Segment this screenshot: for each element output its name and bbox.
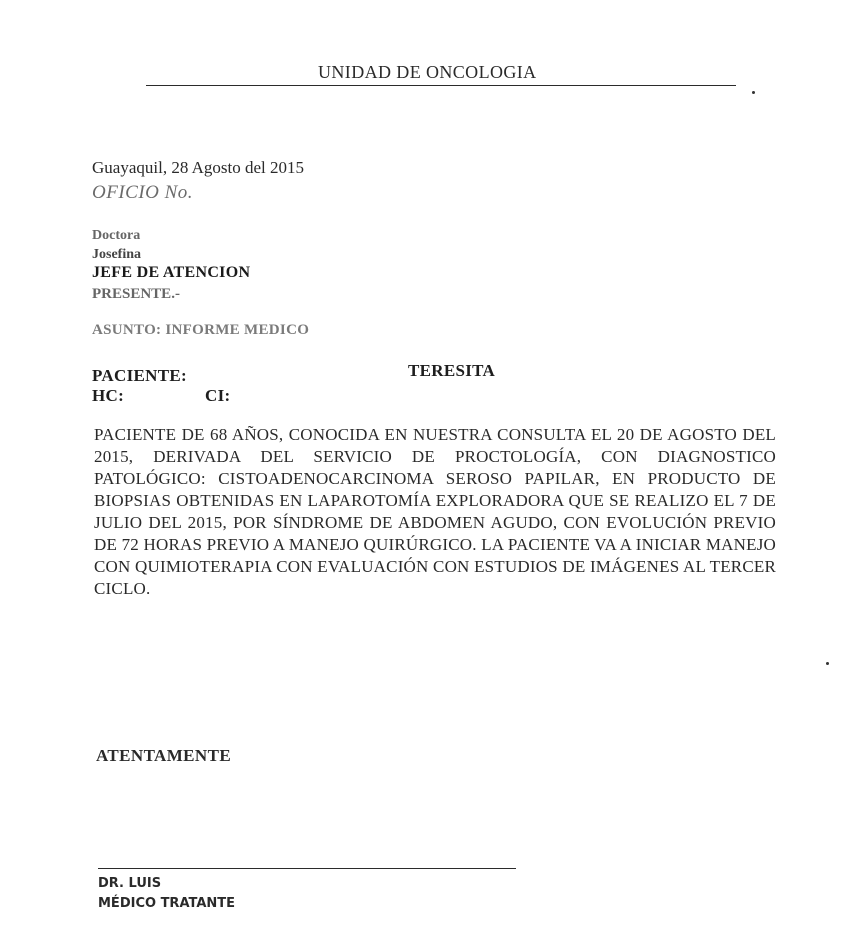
report-body: PACIENTE DE 68 AÑOS, CONOCIDA EN NUESTRA CONSULTA EL 20 DE AGOSTO DEL 2015, DERIVADA DEL SERVICIO DE PROCTOLOGÍA, CON DIAGNOSTICO PATOLÓGICO: CISTOADENOCARCINOMA SEROSO PAPILAR, EN PRODUCTO DE BIOPSIAS OBTENIDAS EN LAPAROTOMÍA EXPLORADORA QUE SE REALIZO EL 7 DE JULIO DEL 2015, POR SÍNDROME DE ABDOMEN AGUDO, CON EVOLUCIÓN PREVIO DE 72 HORAS PREVIO A MANEJO QUIRÚRGICO. LA PACIENTE VA A INICIAR MANEJO CON QUIMIOTERAPIA CON EVALUACIÓN CON ESTUDIOS DE IMÁGENES AL TERCER CICLO. — [94, 425, 776, 598]
patient-label: PACIENTE: — [92, 366, 187, 385]
city-date: Guayaquil, 28 Agosto del 2015 — [92, 158, 305, 177]
unit-title: UNIDAD DE ONCOLOGIA — [318, 62, 537, 82]
scan-speck — [752, 91, 755, 94]
addressee-role: JEFE DE ATENCION — [92, 264, 251, 281]
doctor-role: MÉDICO TRATANTE — [98, 896, 236, 911]
addressee-name: Josefina — [92, 247, 141, 262]
subject-line: ASUNTO: INFORME MEDICO — [92, 322, 310, 338]
signature-line — [98, 868, 516, 869]
presente-label: PRESENTE.- — [92, 286, 180, 302]
closing: ATENTAMENTE — [96, 746, 232, 765]
ci-label: CI: — [205, 386, 231, 405]
hc-label: HC: — [92, 386, 125, 405]
scan-speck — [826, 662, 829, 665]
addressee-title: Doctora — [92, 228, 141, 243]
doctor-name: DR. LUIS — [98, 876, 162, 891]
header-rule — [146, 85, 736, 86]
oficio-number: OFICIO No. — [92, 182, 194, 203]
patient-name: TERESITA — [408, 361, 496, 380]
